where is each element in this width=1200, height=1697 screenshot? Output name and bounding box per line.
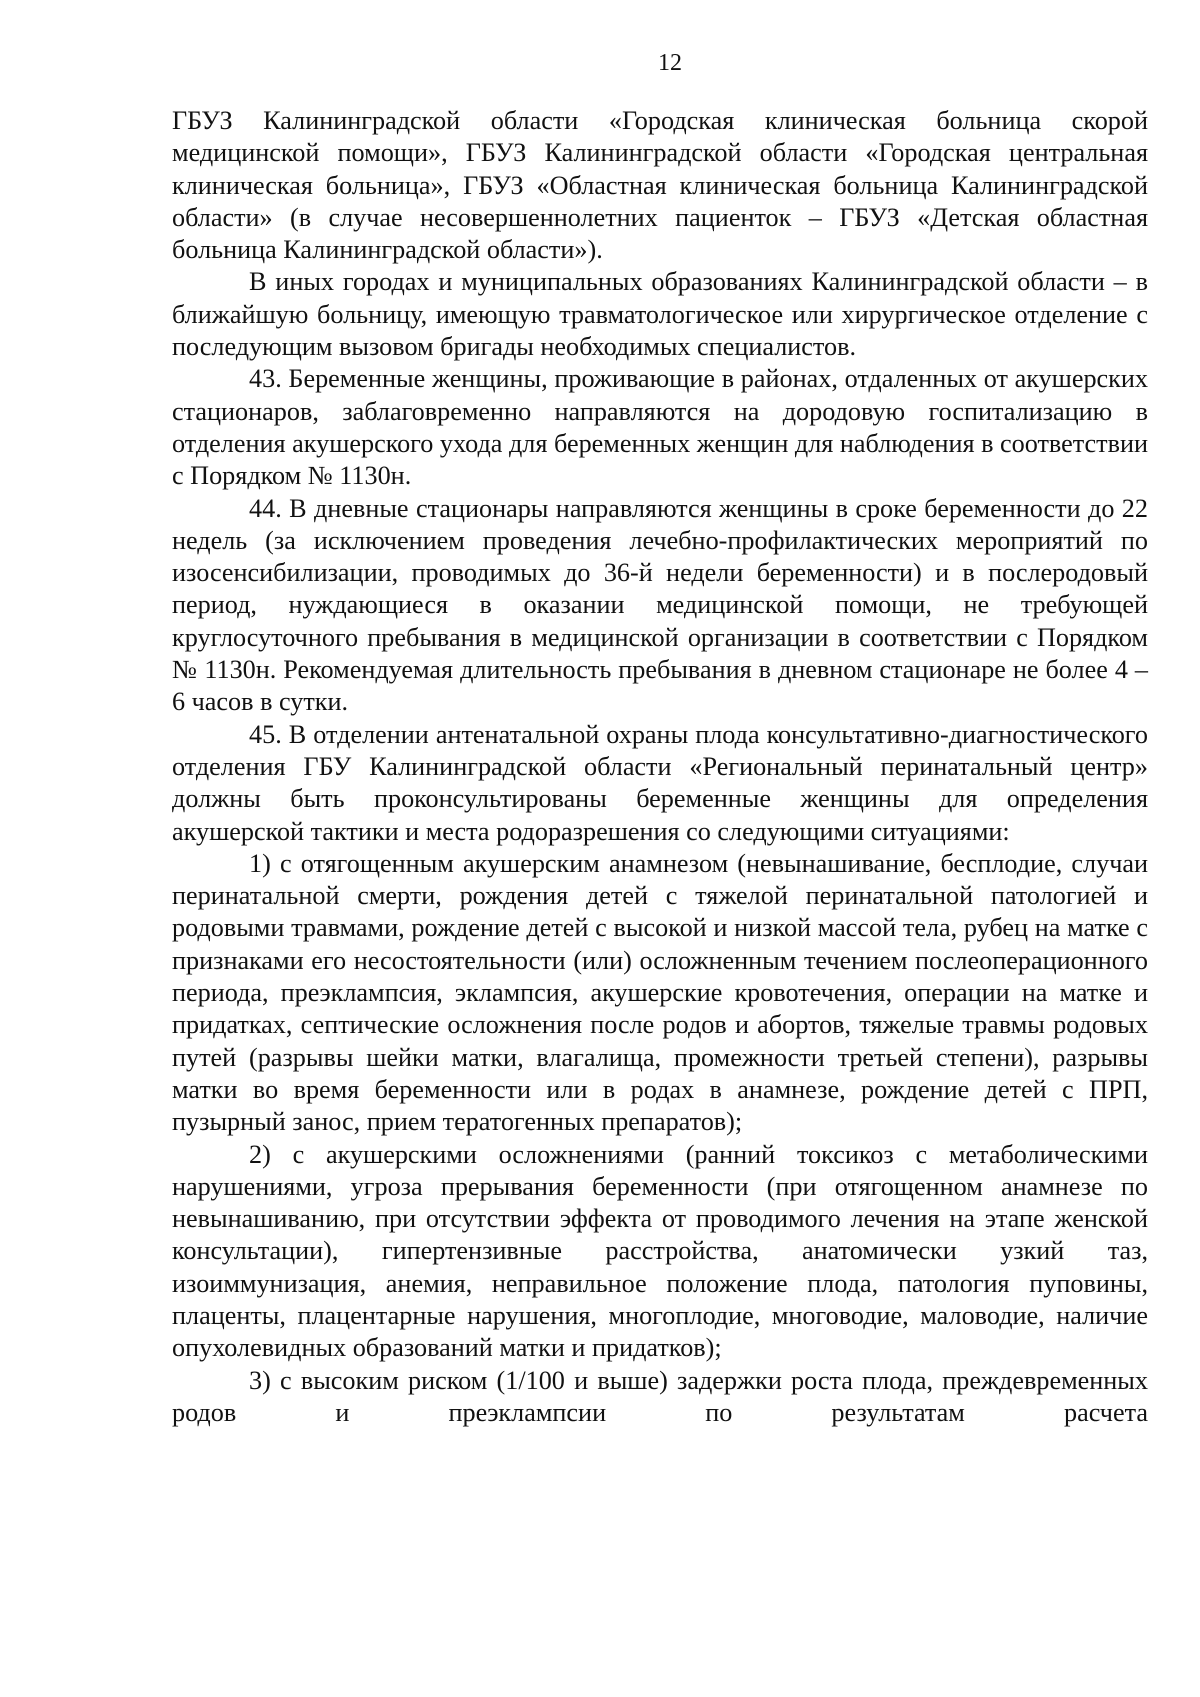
list-item-3: 3) с высоким риском (1/100 и выше) задержки роста плода, преждевременных родов и преэклампсии по результатам расчета — [172, 1365, 1148, 1427]
paragraph-other-cities: В иных городах и муниципальных образованиях Калининградской области – в ближайшую больницу, имеющую травматологическое или хирургическое отделение с последующим вызовом бригады необходимых специалистов. — [172, 267, 1148, 362]
paragraph-43: 43. Беременные женщины, проживающие в районах, отдаленных от акушерских стационаров, заблаговременно направляются на дородовую госпитализацию в отделения акушерского ухода для беременных женщин для наблюдения в соответствии с Порядком № 1130н. — [172, 364, 1148, 491]
paragraph-45: 45. В отделении антенатальной охраны плода консультативно-диагностического отделения ГБУ Калининградской области «Региональный перинатальный центр» должны быть проконсультированы беременные женщины для определения акушерской тактики и места родоразрешения со следующими ситуациями: — [172, 719, 1148, 846]
list-item-2: 2) с акушерскими осложнениями (ранний токсикоз с метаболическими нарушениями, угроза прерывания беременности (при отягощенном анамнезе по невынашиванию, при отсутствии эффекта от проводимого лечения на этапе женской консультации), гипертензивные расстройства, анатомически узкий таз, изоиммунизация, анемия, неправильное положение плода, патология пуповины, плаценты, плацентарные нарушения, многоплодие, многоводие, маловодие, наличие опухолевидных образований матки и придатков); — [172, 1139, 1148, 1363]
paragraph-44: 44. В дневные стационары направляются женщины в сроке беременности до 22 недель (за исключением проведения лечебно-профилактических мероприятий по изосенсибилизации, проводимых до 36-й недели беременности) и в послеродовый период, нуждающиеся в оказании медицинской помощи, не требующей круглосуточного пребывания в медицинской организации в соответствии с Порядком № 1130н. Рекомендуемая длительность пребывания в дневном стационаре не более 4 – 6 часов в сутки. — [172, 493, 1148, 717]
page-number: 12 — [658, 50, 682, 76]
list-item-1: 1) с отягощенным акушерским анамнезом (невынашивание, бесплодие, случаи перинатальной смерти, рождения детей с тяжелой перинатальной патологией и родовыми травмами, рождение детей с высокой и низкой массой тела, рубец на матке с признаками его несостоятельности (или) осложненным течением послеоперационного периода, преэклампсия, эклампсия, акушерские кровотечения, операции на матке и придатках, септические осложнения после родов и абортов, тяжелые травмы родовых путей (разрывы шейки матки, влагалища, промежности третьей степени), разрывы матки во время беременности или в родах в анамнезе, рождение детей с ПРП, пузырный занос, прием тератогенных препаратов); — [172, 848, 1148, 1137]
document-body — [172, 105, 1148, 1429]
paragraph-hospital-list: ГБУЗ Калининградской области «Городская клиническая больница скорой медицинской помощи», ГБУЗ Калининградской области «Городская центральная клиническая больница», ГБУЗ «Областная клиническая больница Калининградской области» (в случае несовершеннолетних пациенток – ГБУЗ «Детская областная больница Калининградской области»). — [172, 106, 1148, 265]
